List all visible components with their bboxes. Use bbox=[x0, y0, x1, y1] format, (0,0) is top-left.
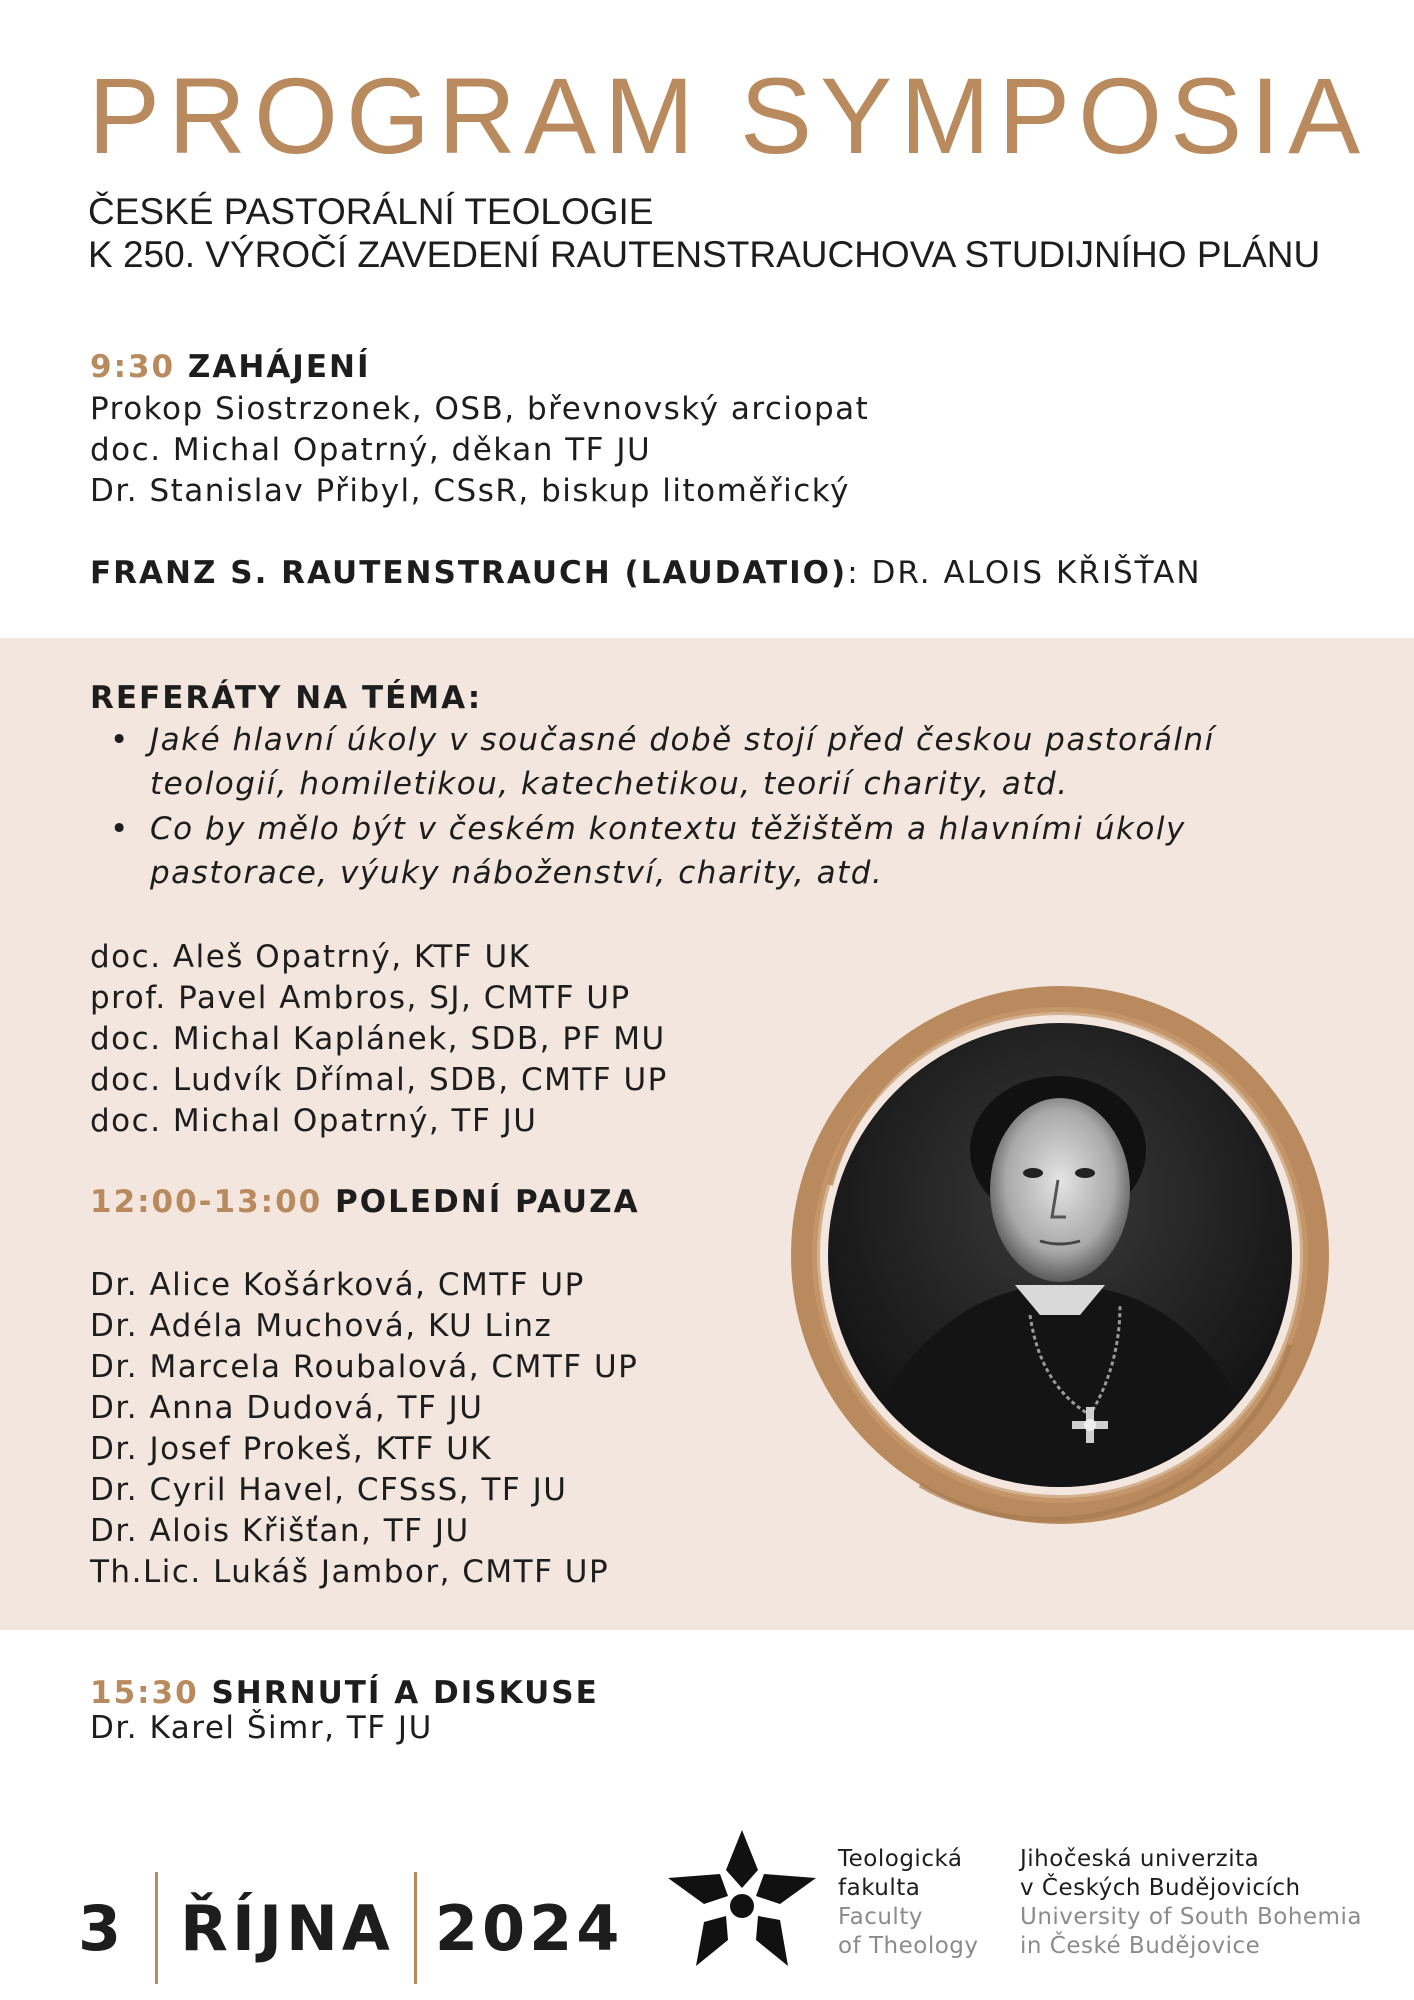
morning-speakers bbox=[90, 937, 668, 1142]
portrait-image bbox=[790, 985, 1330, 1525]
speaker-line: Dr. Adéla Muchová, KU Linz bbox=[90, 1308, 553, 1344]
faculty-name-cz: Teologická bbox=[838, 1846, 963, 1872]
topic-item: • Co by mělo být v českém kontextu těžištěm a hlavními úkoly pastorace, výuky náboženství, charity, atd. bbox=[110, 807, 1330, 895]
speaker-line: Dr. Alice Košárková, CMTF UP bbox=[90, 1267, 585, 1303]
university-name-en: in České Budějovice bbox=[1020, 1933, 1261, 1959]
faculty-name-en: of Theology bbox=[838, 1933, 979, 1959]
faculty-name-en: Faculty bbox=[838, 1904, 923, 1930]
closing-label: SHRNUTÍ A DISKUSE bbox=[211, 1675, 599, 1711]
speaker-line: doc. Aleš Opatrný, KTF UK bbox=[90, 939, 531, 975]
university-name-cz: Jihočeská univerzita bbox=[1020, 1846, 1260, 1872]
break-time: 12:00-13:00 bbox=[90, 1184, 323, 1220]
break-heading bbox=[90, 1184, 640, 1220]
speaker-line: Dr. Josef Prokeš, KTF UK bbox=[90, 1431, 493, 1467]
subtitle-line-2: K 250. VÝROČÍ ZAVEDENÍ RAUTENSTRAUCHOVA STUDIJNÍHO PLÁNU bbox=[88, 234, 1321, 275]
speaker-line: Dr. Marcela Roubalová, CMTF UP bbox=[90, 1349, 639, 1385]
subtitle-line-1: ČESKÉ PASTORÁLNÍ TEOLOGIE bbox=[88, 191, 654, 232]
laudatio-line bbox=[90, 555, 1202, 591]
speaker-line: doc. Michal Opatrný, TF JU bbox=[90, 1103, 538, 1139]
speaker-line: Dr. Stanislav Přibyl, CSsR, biskup litoměřický bbox=[90, 473, 850, 509]
speaker-line: doc. Ludvík Dřímal, SDB, CMTF UP bbox=[90, 1062, 668, 1098]
speaker-line: Dr. Alois Křišťan, TF JU bbox=[90, 1513, 470, 1549]
break-label: POLEDNÍ PAUZA bbox=[335, 1184, 640, 1220]
speaker-line: doc. Michal Kaplánek, SDB, PF MU bbox=[90, 1021, 666, 1057]
speaker-line: doc. Michal Opatrný, děkan TF JU bbox=[90, 432, 652, 468]
date-divider bbox=[155, 1872, 158, 1984]
speaker-line: Dr. Karel Šimr, TF JU bbox=[90, 1710, 433, 1746]
event-date bbox=[78, 1868, 623, 1988]
closing-time: 15:30 bbox=[90, 1675, 199, 1711]
faculty-name-cz: fakulta bbox=[838, 1875, 921, 1901]
speaker-line: Prokop Siostrzonek, OSB, břevnovský arciopat bbox=[90, 391, 870, 427]
program-title: PROGRAM SYMPOSIA bbox=[88, 55, 1369, 176]
topic-item: • Jaké hlavní úkoly v současné době stojí před českou pastorální teologií, homiletikou, katechetikou, teorií charity, atd. bbox=[110, 718, 1330, 806]
university-name-cz: v Českých Budějovicích bbox=[1020, 1875, 1301, 1901]
closing-heading bbox=[90, 1675, 599, 1711]
university-logo-text bbox=[1020, 1845, 1362, 1961]
date-month: ŘÍJNA bbox=[180, 1891, 394, 1965]
portrait-rautenstrauch bbox=[790, 985, 1330, 1525]
speaker-line: Dr. Anna Dudová, TF JU bbox=[90, 1390, 484, 1426]
closing-speaker bbox=[90, 1708, 433, 1749]
topics-list bbox=[110, 718, 1330, 896]
speaker-line: Th.Lic. Lukáš Jambor, CMTF UP bbox=[90, 1554, 610, 1590]
faculty-logo-text bbox=[838, 1845, 979, 1961]
opening-label: ZAHÁJENÍ bbox=[187, 349, 371, 385]
laudatio-speaker: : DR. ALOIS KŘIŠŤAN bbox=[847, 555, 1202, 591]
afternoon-speakers bbox=[90, 1265, 638, 1593]
date-year: 2024 bbox=[434, 1891, 624, 1965]
speaker-line: Dr. Cyril Havel, CFSsS, TF JU bbox=[90, 1472, 568, 1508]
laudatio-heading: FRANZ S. RAUTENSTRAUCH (LAUDATIO) bbox=[90, 555, 848, 591]
opening-heading bbox=[90, 349, 371, 385]
university-logo-icon bbox=[668, 1830, 816, 1966]
date-divider bbox=[414, 1872, 417, 1984]
date-day: 3 bbox=[78, 1891, 126, 1965]
university-name-en: University of South Bohemia bbox=[1020, 1904, 1362, 1930]
opening-time: 9:30 bbox=[90, 349, 176, 385]
papers-heading: REFERÁTY NA TÉMA: bbox=[90, 680, 483, 716]
speaker-line: prof. Pavel Ambros, SJ, CMTF UP bbox=[90, 980, 631, 1016]
opening-speakers bbox=[90, 389, 869, 512]
